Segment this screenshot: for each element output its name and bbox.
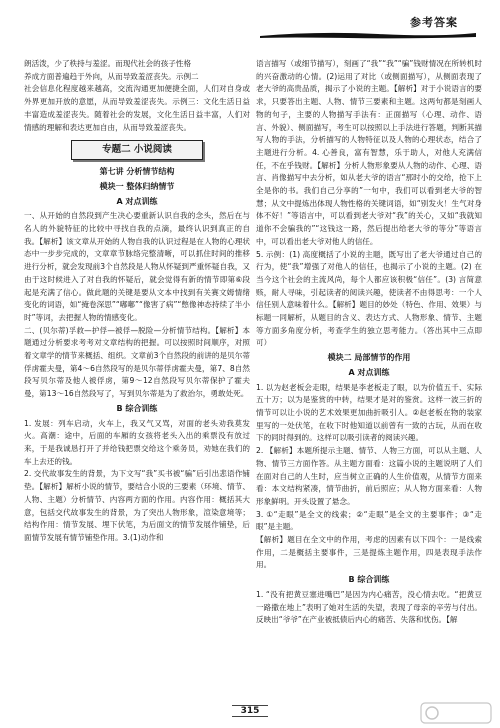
watermark-logo-icon <box>420 702 492 724</box>
page-number: 315 <box>232 705 268 717</box>
lesson-title: 第七讲 分析情节结构 <box>99 167 175 177</box>
intro-line-1: 朗活泼，少了秩持与羞涩。而现代社会的孩子性格 <box>24 59 192 68</box>
intro-line-2: 养成方面普遍趋于外向，从而导致羞涩丧失。示例二 <box>24 71 199 81</box>
answer-item: 【解析】题目在全文中的作用，考虑的因素有以下四个：一是线索作用，二是概括主要事件，三是提炼主题作用，四是表现手法作用。 <box>256 535 482 570</box>
answer-item: 1. 发展：列车启动，火车上，我又气又骂，对面的老头劝我莫发火。高潮：途中，后面的车厢的女孩将老头入出的乘票没有放过来，于是我诚恳打开了并给钱把票交给这个乘务员，劝她在我们的车上去还的钱。 <box>24 418 250 466</box>
section-heading-a: A 对点训练 <box>116 196 158 206</box>
header-title: 参考答案 <box>410 16 458 29</box>
answer-item: 2. 【解析】本题所提示主题、情节、人物三方面，可以从主题、人物、情节三方面作答。从主题方面看：这篇小说的主题说明了人们在面对自己的人生时，应当树立正确的人生价值观，从情节方面来看：本文结构紧凑，情节曲折，前后照应；从人物方面来看：人物形象鲜明。开头设置了悬念。 <box>256 446 482 506</box>
answer-item: 2. 交代故事发生的背景，为下文写“我”买书被“骗”后引出悲语作铺垫。【解析】解析小说的情节，要结合小说的三要素（环境、情节、人物、主题）分析情节、内容两方面的作用。内容作用：概括其大意，包括交代故事发生的背景，为了突出人物形象，渲染意境等；结构作用：情节发展、埋下伏笔，为后面文的情节发展作铺垫，后面情节发展有情节铺垫作用。3.(1)动作和 <box>24 469 250 542</box>
answer-item: 一、从开始的自然段到产生决心要重新认识自我的念头，然后在与名人的外貌特征的比较中寻找自我的点滴，最终认识到真正的自我。【解析】该文章从开始的人物自我的认识过程是在人物的心理状态中一步步完成的，文章章节脉络完整清晰，可以抓住时间的推移进行分析，就会发现前3个自然段是人物从怀疑到严重怀疑自我，又由于这时候进入了对自我的怀疑后，就会觉得有新的情节即第⑥段起是充满了信心。做此题的关键是要从文本中找到有关赛文姆情绪变化的词语，如“掩卷深思”“嘟嘟”“像害了病”“憋像神态持续了半小时”等词，去把握人物的情感变化。 <box>24 211 250 322</box>
module-title: 模块二 局部情节的作用 <box>327 353 411 363</box>
answer-item: 1. 以为赵老板会走眼，结果是李老板走了眼，以为价值五千、实际五十万；以为是鉴赏的中转，结果才是对的鉴赏。这样一波三折的情节可以让小说的艺术效果更加曲折吸引人。②赵老板在物的装家里写的一处伏笔，在收下时他知道以前曾有一致的古玩，从而在收下的同时得到的。这样可以吸引读者的阅读兴趣。 <box>256 382 482 443</box>
section-heading-a: A 对点训练 <box>348 367 390 377</box>
module-title: 模块一 整体归纳情节 <box>99 181 175 191</box>
answer-item: 3. ①“走眼”是全文的线索；②“走眼”是全文的主要事件；③“走眼”是主题。 <box>256 509 482 532</box>
intro-line-3: 社会信息化程度越来越高，交流沟通更加便捷全面，人们对自身或外界更加开放的意愿，从而导致羞涩丧失。示例三：文化生活日益丰富造成羞涩丧失。随着社会的发展，文化生活日益丰富，人们对情感的理解和表达更加自由，从而导致羞涩丧失。 <box>24 84 250 132</box>
answer-paragraph: 语言描写（或细节描写），刻画了“我”“我”“骗”钱财情况在所转机时的兴奋激动的心情。(2)运用了对比（或侧面描写），从侧面表现了老大爷的高贵品质，揭示了小说的主题。【解析】对于小说语言的要求，只要答出主题、人物、情节三要素和主题。这两句都是刻画人物的句子，主要的人物描写手法有：正面描写（心理、动作、语言、外貌）、侧面描写，考生可以按照以上手法进行答题，判断其描写人物的手法，分析描写的人物特征以及人物的心理状态，结合了主题进行分析。4. 心善良，富有智慧，乐于助人，对他人充满信任，不在乎钱财。【解析】分析人物形象要从人物的动作、心理、语言、肖像描写中去分析，如从老大爷的语言“那时小的交给，抢下上全是你的书。我们自己分享的”一句中，我们可以看到老大爷的智慧；从文中提炼出体现人物性格的关键词语，如“别发火！生气对身体不好！”等语言中，可以看到老大爷对“我”的关心，又如“我就知道你不会骗我的”“这钱这一路，然后提出给老大爷的等分”等语言中，可以看出老大爷对他人的信任。 <box>256 59 482 246</box>
left-column <box>24 58 250 545</box>
brush-stroke-icon <box>258 30 478 40</box>
section-banner: 专题二 小说阅读 <box>71 140 203 160</box>
page-header <box>250 8 492 48</box>
answer-item: 1. “没有把黄豆塞进嘴巴”是因为内心痛苦，没心情去吃。“把黄豆一路撒在地上”表明了她对生活的失望，表现了母亲的辛劳与付出。反映出“爷爷”在产业被抵债后内心的痛苦、失落和忧伤。【解 <box>256 589 482 625</box>
right-column <box>256 58 482 627</box>
section-heading-b: B 综合训练 <box>348 575 390 585</box>
answer-item: 二、(贝尔蒂)孚救—护俘—被俘—脱险—分析情节结构。【解析】本题通过分析要求考考对文章结构的把握。可以按照时间顺序，对照着文章学的情节来概括、组织。文章前3个自然段的前讲的是贝尔蒂俘虏霍夫曼，第4～6自然段写的是贝尔蒂俘虏霍夫曼，第7、8自然段写贝尔蒂及他人被俘虏，第9～12自然段写贝尔蒂保护了霍夫曼，第13～16自然段写了，写到贝尔蒂是为了救治尔，勇敢处死。 <box>24 325 250 399</box>
answer-paragraph: 5. 示例：(1) 高度概括了小说的主题，既写出了老大爷通过自己的行为，使“我”增强了对他人的信任，也揭示了小说的主题。(2) 在当今这个社会的主流风尚，每个人都应该积极“信任”。(3) 言简意赅，耐人寻味，引起读者的阅读兴趣，使读者不由得思考：一个人信任别人意味着什么。【解析】题目的妙处（特色、作用、效果）与标题一同解析，从题目的含义、表达方式、人物形象、情节、主题等方面多角度分析，考查学生的独立思考能力。（答出其中三点即可） <box>256 249 482 348</box>
section-heading-b: B 综合训练 <box>116 403 158 413</box>
